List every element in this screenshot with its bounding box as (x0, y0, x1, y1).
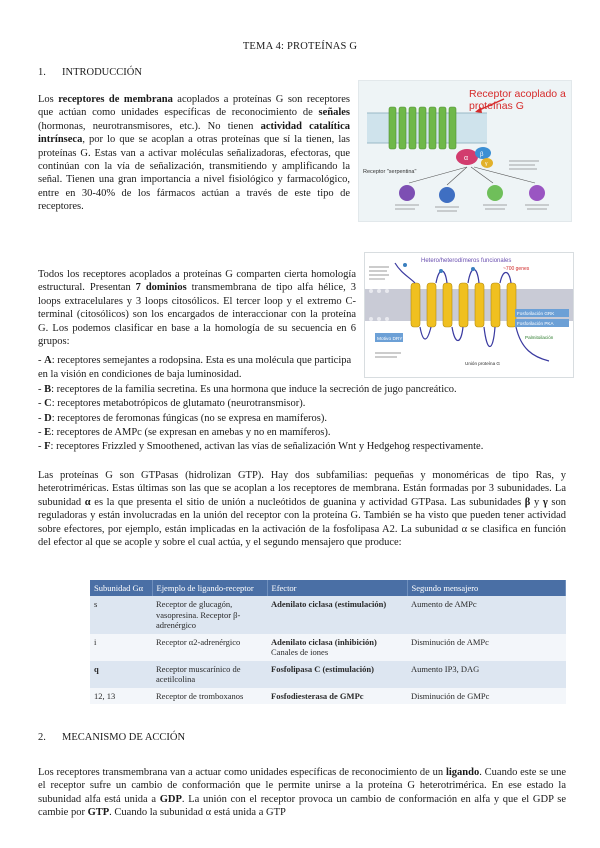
effector-main: Adenilato ciclasa (inhibición) (271, 636, 377, 647)
label-dry: Motivo DRY (377, 337, 403, 342)
label-heterodimers: Hetero/heterodímeros funcionales (421, 258, 512, 264)
bold-term: GDP (159, 793, 182, 805)
text-run: transmembrana de tipo alfa hélice, 3 loops extracelulares y 3 loops citosólicos. El tercer loop y el extremo C-terminal (citosólicos) son los encargados de interaccionar con la proteína G. Los podemos clasificar en base a la homología de su secuencia en 6 grupos: (38, 282, 356, 348)
table-cell: Receptor de glucagón, vasopresina. Receptor β-adrenérgico (152, 596, 267, 634)
list-item: - F: receptores Frizzled y Smoothened, activan las vías de señalización Wnt y Hedgehog respectivamente. (38, 441, 484, 453)
bold-term: ligando (445, 767, 480, 778)
text-run: . Cuando la subunidad α está unida a GTP (109, 807, 286, 819)
effector-circle (399, 185, 415, 201)
gpcr-diagram (359, 81, 571, 221)
table-cell: Disminución de AMPc (407, 634, 566, 661)
list-item: - C: receptores metabotrópicos de glutamato (neurotransmisor). (38, 398, 306, 410)
list-key: F (44, 441, 51, 453)
text-run: . Cuando este se une el receptor sufre un cambio de conformación que le permite unirse a la proteína G heterotrimérica. En ese estado la subunidad alfa está unida a (38, 767, 566, 805)
bold-term: señales (318, 107, 350, 119)
text-run: son reguladoras y están involucradas en la unión del receptor con la proteína G. También se ha visto que pueden tener actividad sobre efectores, por ejemplo, están implicadas en la activación de la fosfolipasa A2. La subunidad α se clasifica en función del efector al que se acople y sobre el cual actúa, y el segundo mensajero que produce: (38, 496, 566, 549)
list-key: C (44, 398, 52, 410)
bold-term: receptores de membrana (58, 94, 173, 105)
table-cell (267, 688, 407, 705)
list-key: D (44, 412, 52, 424)
table-header-row (90, 580, 566, 596)
list-text: : receptores de feromonas fúngicas (no se expresa en mamíferos). (51, 412, 327, 424)
list-item: - E: receptores de AMPc (se expresan en amebas y no en mamíferos). (38, 427, 331, 439)
table-row (90, 688, 566, 705)
text-run: Los (38, 94, 59, 105)
table-header: Segundo mensajero (407, 580, 566, 596)
label-g-binding: Unión proteína G (465, 361, 500, 366)
list-text: : receptores metabotrópicos de glutamato (neurotransmisor). (51, 398, 306, 410)
section-heading-mecanismo (38, 732, 185, 743)
table-cell: s (90, 596, 152, 634)
section-number: 1. (38, 67, 46, 78)
alpha-label: α (464, 155, 469, 162)
list-key: B (44, 383, 52, 395)
page-title: TEMA 4: PROTEÍNAS G (242, 41, 358, 52)
table-cell: Receptor de tromboxanos (152, 688, 267, 705)
effector-circle (529, 185, 545, 201)
table-cell: Receptor α2-adrenérgico (152, 634, 267, 661)
effector-circle (439, 187, 455, 203)
text-run: acoplados a proteínas G son receptores que actúan como unidades específicas de reconocimiento de (38, 94, 350, 119)
list-item: - A: receptores semejantes a rodopsina. Esta es una molécula que participa en la visión en condiciones de baja luminosidad. (38, 355, 352, 381)
label-grk: Fosforilación GRK (517, 311, 555, 316)
bold-term: β (524, 496, 531, 508)
figure-gpcr-receptor (358, 80, 572, 222)
bold-term: γ (542, 496, 548, 508)
list-key: A (44, 355, 52, 366)
table-header: Subunidad Gα (90, 580, 152, 596)
bold-term: GTP (87, 807, 110, 819)
table-cell: Aumento IP3, DAG (407, 661, 566, 688)
figure-title-line2: proteínas G (469, 100, 524, 112)
table-row (90, 596, 566, 634)
section-number: 2. (38, 732, 46, 743)
effector-main: Fosfodiesterasa de GMPc (271, 690, 364, 701)
bold-term: actividad catalítica intrínseca (38, 120, 350, 146)
list-text: : receptores semejantes a rodopsina. Esta es una molécula que participa en la visión en condiciones de baja luminosidad. (38, 355, 352, 381)
text-run: y (530, 496, 543, 508)
beta-label: β (480, 152, 484, 158)
section-heading-introduccion (38, 67, 142, 78)
table-cell (267, 661, 407, 688)
bold-term: 7 dominios (135, 282, 187, 294)
effector-main: Adenilato ciclasa (estimulación) (271, 599, 387, 609)
table-cell (267, 596, 407, 634)
label-palmitoylation: Palmitoilación (525, 335, 554, 340)
text-run: Los receptores transmembrana van a actuar como unidades específicas de reconocimiento de un (38, 767, 446, 778)
label-pka: Fosforilación PKA (517, 321, 554, 326)
paragraph-gproteins (38, 469, 566, 549)
paragraph-intro (38, 93, 350, 214)
table-row (90, 634, 566, 661)
list-item: - D: receptores de feromonas fúngicas (no se expresa en mamíferos). (38, 412, 327, 424)
section-title: INTRODUCCIÓN (62, 67, 142, 78)
effector-main: Fosfolipasa C (estimulación) (271, 663, 374, 674)
receptor-label: Receptor "serpentina" (363, 169, 417, 175)
list-text: : receptores Frizzled y Smoothened, activan las vías de señalización Wnt y Hedgehog respectivamente. (50, 441, 484, 453)
list-text: : receptores de AMPc (se expresan en amebas y no en mamíferos). (51, 427, 331, 439)
paragraph-mechanism (38, 766, 566, 820)
paragraph-structure (38, 268, 356, 348)
list-item: - B: receptores de la familia secretina. Es una hormona que induce la secreción de jugo pancreático. (38, 383, 457, 395)
text-run: , por lo que se acoplan a otras proteínas que sí la tienen, las proteínas G. Estas van a activar moléculas señalizadoras, efectoras, que continúan con la vía de señalización, transmitiendo y amplificando la señal. Tienen una gran importancia a nivel fisiológico y farmacológico, entre en 30-40% de los fármacos actúan a través de este tipo de receptores. (38, 134, 350, 213)
label-genes: ~700 genes (503, 266, 530, 272)
list-key: E (44, 427, 52, 439)
bold-term: α (84, 496, 91, 508)
table-cell: i (90, 634, 152, 661)
table-row (90, 661, 566, 688)
text-run: Todos los receptores acoplados a proteínas G comparten cierta homología estructural. Presentan (38, 269, 356, 294)
receptor-groups-list (38, 354, 568, 455)
table-header: Efector (267, 580, 407, 596)
table-cell: Receptor muscarínico de acetilcolina (152, 661, 267, 688)
section-title: MECANISMO DE ACCIÓN (62, 732, 186, 743)
list-text: : receptores de la familia secretina. Es una hormona que induce la secreción de jugo pancreático. (51, 383, 457, 395)
text-run: Las proteínas G son GTPasas (hidrolizan GTP). Hay dos subfamilias: pequeñas y monoméricas de tipo Ras, y heterotriméricas. Estas últimas son las que se acoplan a los receptores de membrana. Están formadas por 3 subunidades. La subunidad (38, 470, 566, 508)
gamma-label: γ (485, 161, 488, 167)
table-cell: Aumento de AMPc (407, 596, 566, 634)
table-header: Ejemplo de ligando-receptor (152, 580, 267, 596)
text-run: . La unión con el receptor provoca un cambio de conformación en alfa y que el GDP se cambie por (38, 793, 566, 819)
table-cell: 12, 13 (90, 688, 152, 705)
effector-circle (487, 185, 503, 201)
g-alpha-table (90, 580, 566, 704)
effector-secondary: Canales de iones (271, 647, 329, 657)
figure-title-line1: Receptor acoplado a (469, 88, 566, 100)
table-cell: q (90, 661, 152, 688)
table-cell (267, 634, 407, 661)
table-cell: Disminución de GMPc (407, 688, 566, 705)
text-run: (hormonas, neurotransmisores, etc.). No tienen (38, 120, 261, 132)
text-run: es la que presenta el sitio de unión a nucleótidos de guanina y actividad GTPasa. Las subunidades (90, 496, 525, 508)
